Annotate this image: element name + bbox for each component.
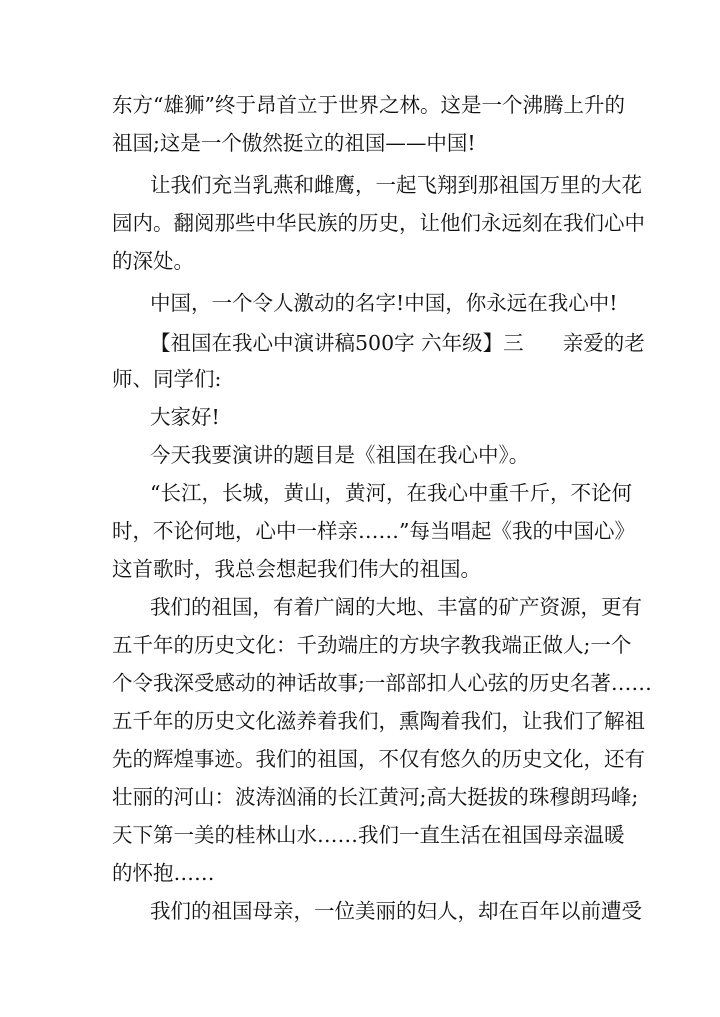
text-line: 师、同学们: — [112, 367, 222, 391]
paragraph-start-line: 我们的祖国，有着广阔的大地、丰富的矿产资源，更有 — [150, 595, 642, 619]
text-line: 天下第一美的桂林山水……我们一直生活在祖国母亲温暖 — [112, 823, 625, 847]
text-line: 祖国;这是一个傲然挺立的祖国——中国! — [112, 131, 476, 155]
paragraph-start-line: 今天我要演讲的题目是《祖国在我心中》。 — [150, 443, 530, 467]
text-line: 五千年的历史文化滋养着我们，熏陶着我们，让我们了解祖 — [112, 709, 645, 733]
paragraph-start-line: 我们的祖国母亲，一位美丽的妇人，却在百年以前遭受 — [150, 899, 642, 923]
paragraph-start-line: “长江，长城，黄山，黄河，在我心中重千斤，不论何 — [150, 481, 632, 505]
text-line: 壮丽的河山：波涛汹涌的长江黄河;高大挺拔的珠穆朗玛峰; — [112, 785, 639, 809]
text-line: 先的辉煌事迹。我们的祖国，不仅有悠久的历史文化，还有 — [112, 747, 645, 771]
text-line: 东方“雄狮”终于昂首立于世界之林。这是一个沸腾上升的 — [112, 93, 625, 117]
text-line: 的怀抱…… — [112, 861, 215, 885]
paragraph-start-line: 中国，一个令人激动的名字!中国，你永远在我心中! — [150, 291, 618, 315]
text-line: 个令我深受感动的神话故事;一部部扣人心弦的历史名著…… — [112, 671, 652, 695]
text-line: 五千年的历史文化：千劲端庄的方块字教我端正做人;一个 — [112, 633, 632, 657]
section-heading-line: 【祖国在我心中演讲稿500字 六年级】三 亲爱的老 — [150, 331, 645, 355]
paragraph-start-line: 让我们充当乳燕和雌鹰，一起飞翔到那祖国万里的大花 — [150, 173, 642, 197]
text-line: 园内。翻阅那些中华民族的历史，让他们永远刻在我们心中 — [112, 211, 645, 235]
text-line: 的深处。 — [112, 249, 194, 273]
text-line: 这首歌时，我总会想起我们伟大的祖国。 — [112, 557, 481, 581]
greeting-line: 大家好! — [150, 405, 220, 429]
text-line: 时，不论何地，心中一样亲……”每当唱起《我的中国心》 — [112, 519, 635, 543]
